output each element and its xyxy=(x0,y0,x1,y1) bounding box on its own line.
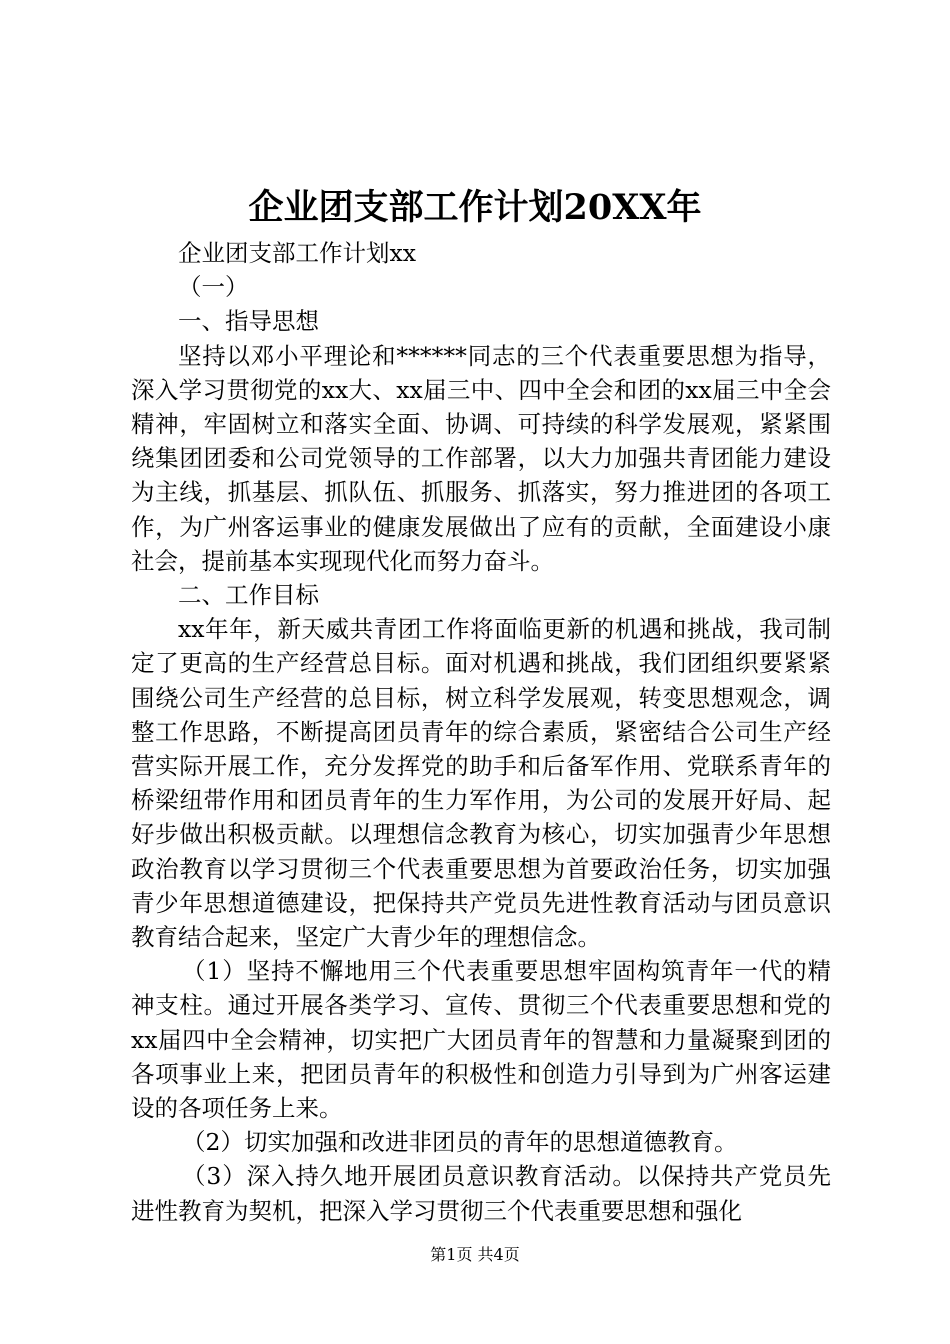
page-footer: 第1页 共4页 xyxy=(430,1245,520,1264)
paragraph-work-goals: xx年年，新天威共青团工作将面临更新的机遇和挑战，我司制定了更高的生产经营总目标。面对机遇和挑战，我们团组织要紧紧围绕公司生产经营的总目标，树立科学发展观，转变思想观念，调整工作思路，不断提高团员青年的综合素质，紧密结合公司生产经营实际开展工作，充分发挥党的助手和后备军作用、党联系青年的桥梁纽带作用和团员青年的生力军作用，为公司的发展开好局、起好步做出积极贡献。以理想信念教育为核心，切实加强青少年思想政治教育以学习贯彻三个代表重要思想为首要政治任务，切实加强青少年思想道德建设，把保持共产党员先进性教育活动与团员意识教育结合起来，坚定广大青少年的理想信念。 xyxy=(131,615,831,952)
heading-work-goals: 二、工作目标 xyxy=(178,581,319,610)
paragraph-item-1: （1）坚持不懈地用三个代表重要思想牢固构筑青年一代的精神支柱。通过开展各类学习、宣传、贯彻三个代表重要思想和党的xx届四中全会精神，切实把广大团员青年的智慧和力量凝聚到团的各项事业上来，把团员青年的积极性和创造力引导到为广州客运建设的各项任务上来。 xyxy=(131,957,831,1123)
subtitle-line: 企业团支部工作计划xx xyxy=(178,239,417,267)
paragraph-item-2: （2）切实加强和改进非团员的青年的思想道德教育。 xyxy=(182,1128,738,1157)
paragraph-item-3: （3）深入持久地开展团员意识教育活动。以保持共产党员先进性教育为契机，把深入学习贯彻三个代表重要思想和强化 xyxy=(131,1162,831,1225)
paragraph-guiding-thought: 坚持以邓小平理论和******同志的三个代表重要思想为指导，深入学习贯彻党的xx大、xx届三中、四中全会和团的xx届三中全会精神，牢固树立和落实全面、协调、可持续的科学发展观，紧紧围绕集团团委和公司党领导的工作部署，以大力加强共青团能力建设为主线，抓基层、抓队伍、抓服务、抓落实，努力推进团的各项工作，为广州客运事业的健康发展做出了应有的贡献，全面建设小康社会，提前基本实现现代化而努力奋斗。 xyxy=(131,341,831,575)
heading-guiding-thought: 一、指导思想 xyxy=(178,307,319,336)
document-body xyxy=(131,236,831,1228)
page-title: 企业团支部工作计划20XX年 xyxy=(248,187,702,228)
section-number: （一） xyxy=(178,273,249,302)
